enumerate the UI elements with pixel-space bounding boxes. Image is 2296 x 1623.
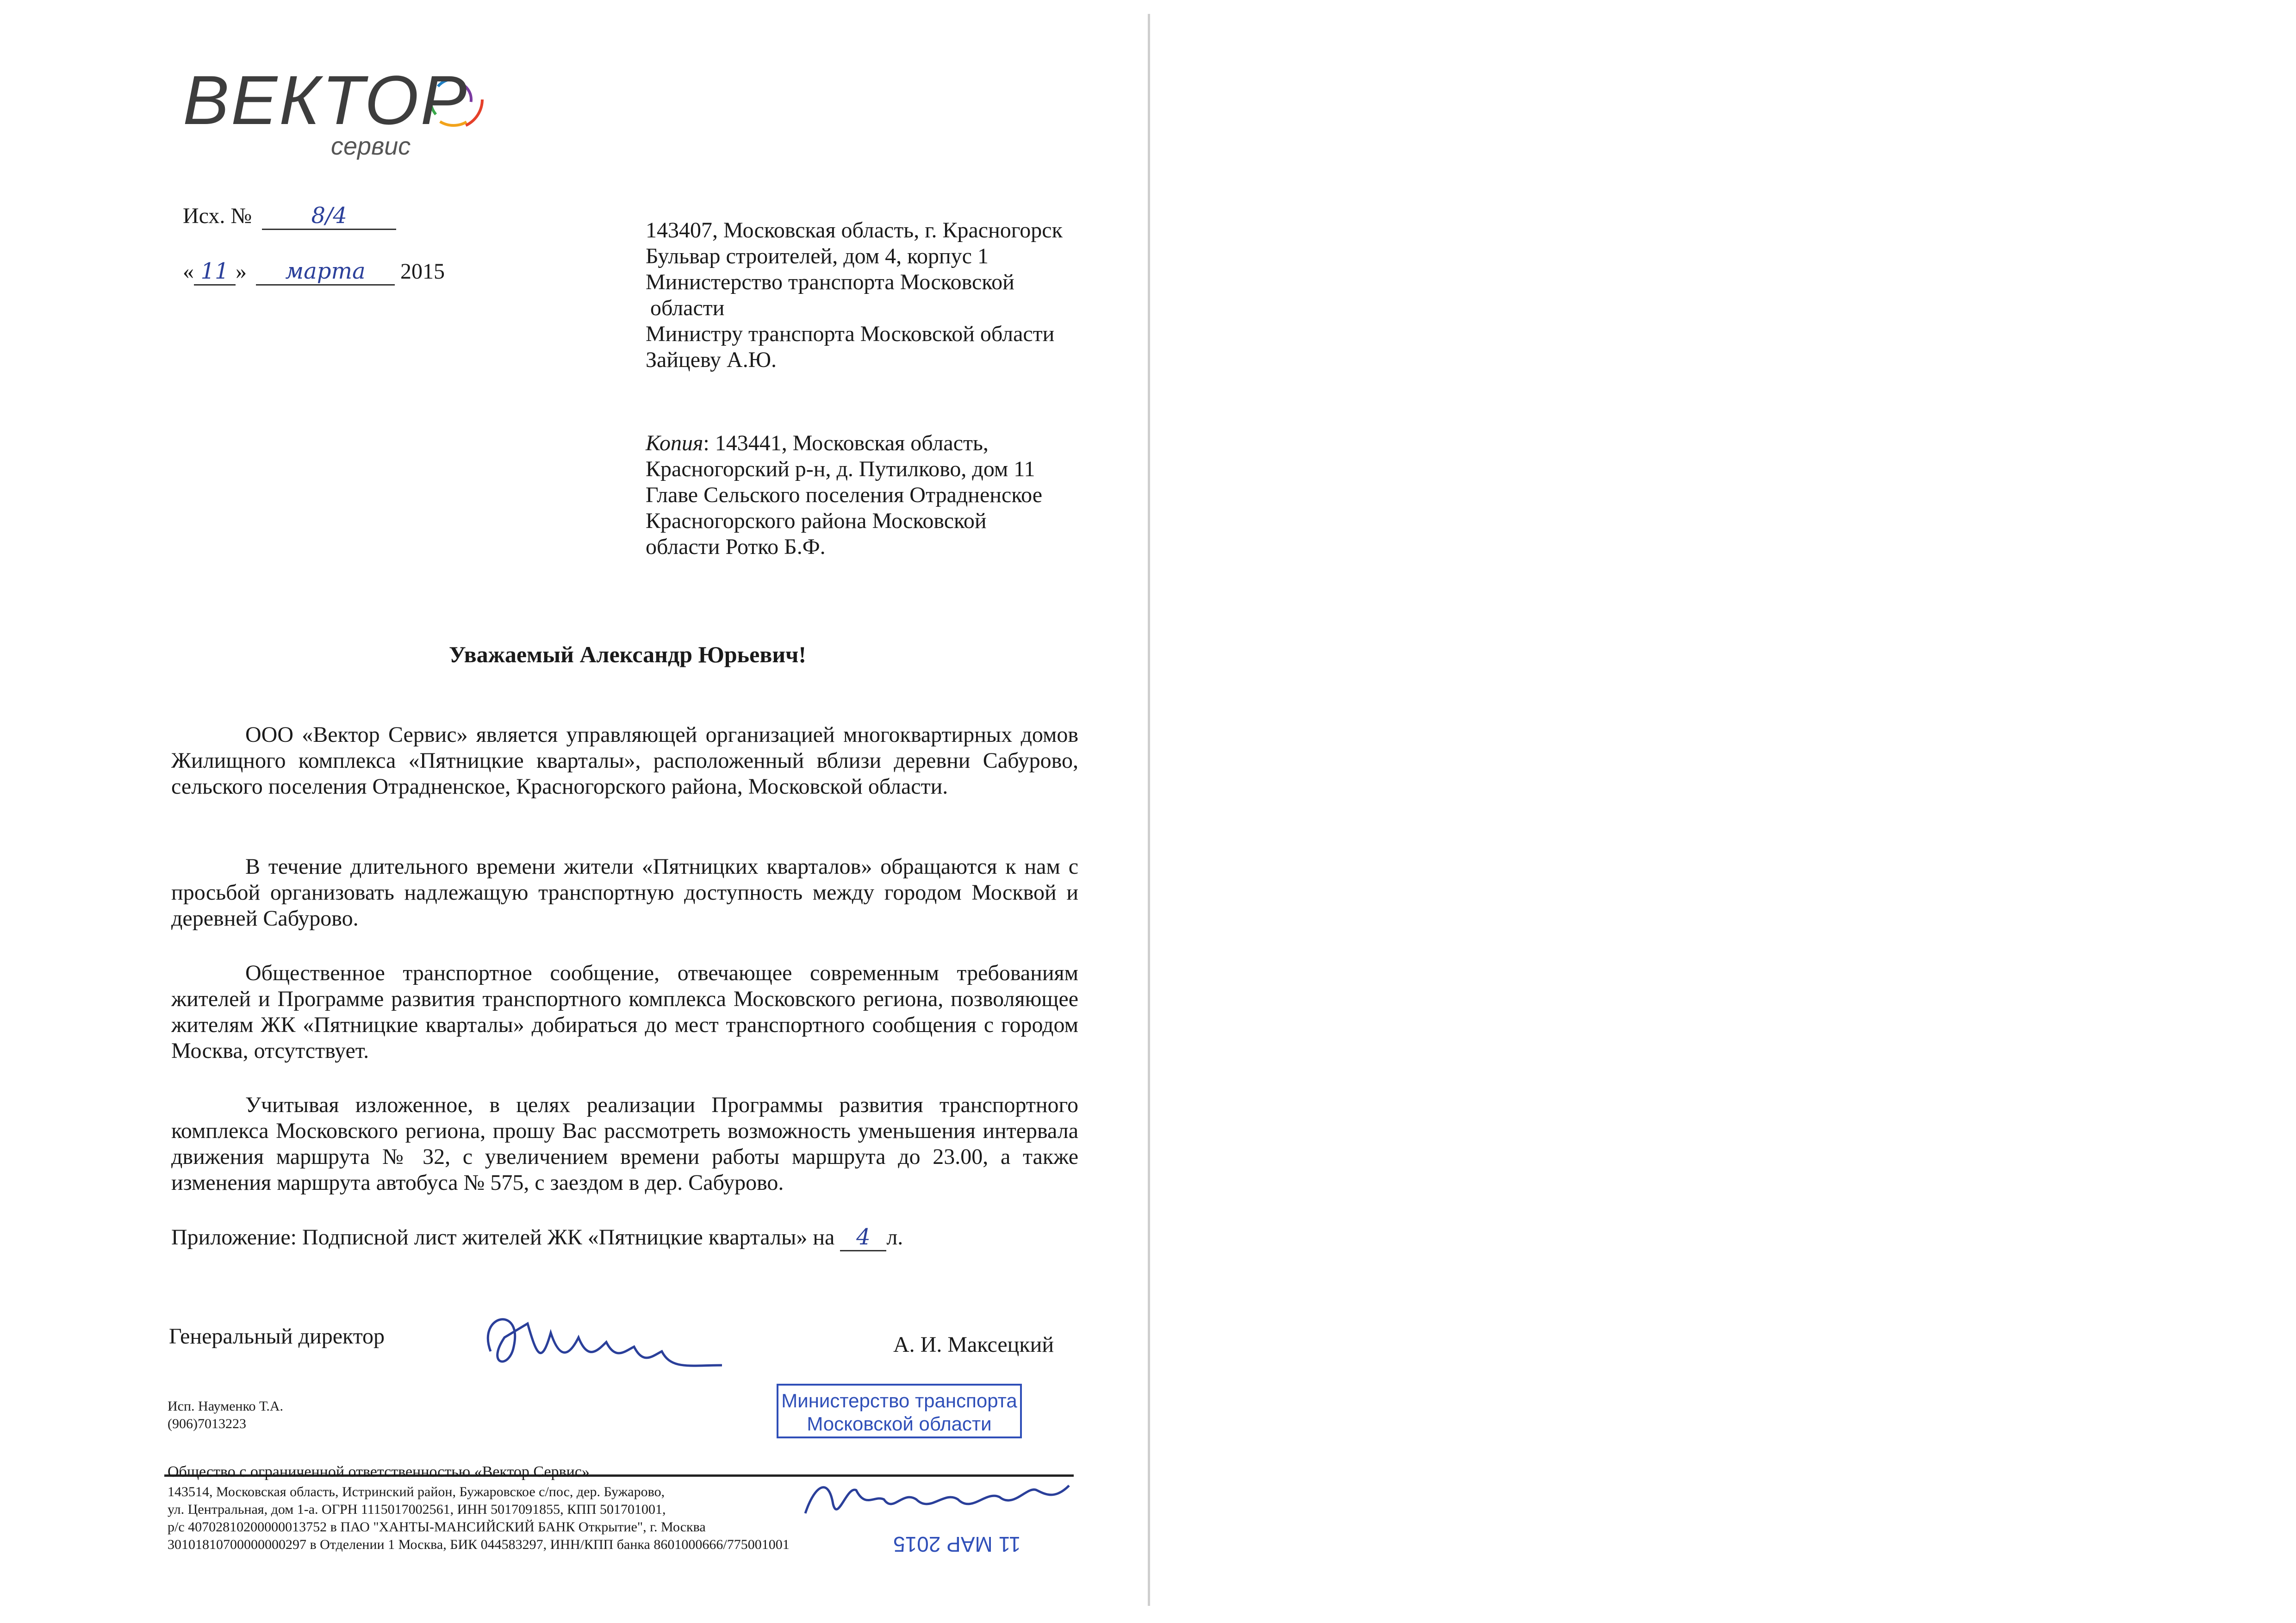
footer-company-name: Общество с ограниченной ответственностью «Вектор Сервис» bbox=[168, 1463, 590, 1480]
addressee-line: Бульвар строителей, дом 4, корпус 1 bbox=[646, 244, 989, 268]
copy-block bbox=[646, 430, 1042, 560]
date-year: 2015 bbox=[400, 259, 445, 284]
attachment-count: 4 bbox=[840, 1224, 886, 1251]
logo-subtitle: сервис bbox=[331, 132, 411, 160]
addressee-line: Министру транспорта Московской области bbox=[646, 322, 1055, 346]
ministry-received-stamp bbox=[777, 1384, 1022, 1438]
received-date-stamp: 11 МАР 2015 bbox=[893, 1532, 1021, 1556]
signatory-name: А. И. Максецкий bbox=[893, 1332, 1054, 1357]
outgoing-date bbox=[183, 258, 445, 286]
outgoing-number bbox=[183, 203, 396, 230]
greeting: Уважаемый Александр Юрьевич! bbox=[449, 641, 806, 667]
attachment-text: Приложение: Подписной лист жителей ЖК «Пятницкие кварталы» на bbox=[171, 1225, 835, 1250]
addressee-line: Зайцеву А.Ю. bbox=[646, 348, 777, 372]
copy-line: области Ротко Б.Ф. bbox=[646, 535, 826, 559]
company-logo bbox=[183, 56, 498, 162]
copy-line: Главе Сельского поселения Отрадненское bbox=[646, 483, 1043, 507]
director-signature-icon bbox=[472, 1296, 731, 1384]
copy-line: : 143441, Московская область, bbox=[703, 431, 989, 455]
logo-wordmark: ВЕКТОР bbox=[183, 61, 469, 139]
addressee-line: 143407, Московская область, г. Красногорск bbox=[646, 218, 1063, 243]
signatory-position: Генеральный директор bbox=[169, 1324, 385, 1349]
addressee-line: области bbox=[650, 296, 725, 320]
outgoing-number-value: 8/4 bbox=[262, 203, 396, 230]
stamp-line: Министерство транспорта bbox=[781, 1390, 1017, 1412]
footer-line: р/с 40702810200000013752 в ПАО "ХАНТЫ-МАНСИЙСКИЙ БАНК Открытие", г. Москва bbox=[168, 1519, 706, 1535]
date-day: 11 bbox=[194, 258, 236, 286]
executor-name: Исп. Науменко Т.А. bbox=[168, 1399, 283, 1414]
footer-line: 143514, Московская область, Истринский район, Бужаровское с/пос, дер. Бужарово, bbox=[168, 1484, 665, 1499]
attachment-line bbox=[171, 1224, 903, 1251]
attachment-unit: л. bbox=[886, 1225, 903, 1250]
copy-label: Копия bbox=[646, 431, 703, 455]
scan-page-divider bbox=[1148, 14, 1150, 1606]
outgoing-number-label: Исх. № bbox=[183, 204, 252, 228]
addressee-line: Министерство транспорта Московской bbox=[646, 270, 1014, 294]
executor-phone: (906)7013223 bbox=[168, 1416, 246, 1431]
receiver-signature-icon bbox=[796, 1458, 1074, 1527]
copy-line: Красногорский р-н, д. Путилково, дом 11 bbox=[646, 457, 1035, 481]
date-quote-close: » bbox=[236, 259, 247, 284]
date-month: марта bbox=[256, 258, 395, 286]
copy-line: Красногорского района Московской bbox=[646, 509, 987, 533]
addressee-block bbox=[646, 218, 1063, 373]
body-paragraph: В течение длительного времени жители «Пятницких кварталов» обращаются к нам с просьбой организовать надлежащую транспортную доступность между городом Москвой и деревней Сабурово. bbox=[171, 854, 1078, 931]
body-paragraph: ООО «Вектор Сервис» является управляющей организацией многоквартирных домов Жилищного комплекса «Пятницкие кварталы», расположенный вблизи деревни Сабурово, сельского поселения Отрадненское, Красногорского района, Московской области. bbox=[171, 722, 1078, 799]
footer-line: ул. Центральная, дом 1-а. ОГРН 1115017002561, ИНН 5017091855, КПП 501701001, bbox=[168, 1502, 666, 1517]
body-paragraph: Общественное транспортное сообщение, отвечающее современным требованиям жителей и Программе развития транспортного комплекса Московского региона, позволяющее жителям ЖК «Пятницкие кварталы» добираться до мест транспортного сообщения с городом Москва, отсутствует. bbox=[171, 961, 1078, 1063]
body-paragraph: Учитывая изложенное, в целях реализации Программы развития транспортного комплекса Московского региона, прошу Вас рассмотреть возможность уменьшения интервала движения маршрута № 32, с увеличением времени работы маршрута до 23.00, а также изменения маршрута автобуса № 575, с заездом в дер. Сабурово. bbox=[171, 1093, 1078, 1195]
date-quote-open: « bbox=[183, 259, 194, 284]
footer-line: 30101810700000000297 в Отделении 1 Москва, БИК 044583297, ИНН/КПП банка 8601000666/775001001 bbox=[168, 1537, 790, 1552]
stamp-line: Московской области bbox=[807, 1413, 992, 1435]
